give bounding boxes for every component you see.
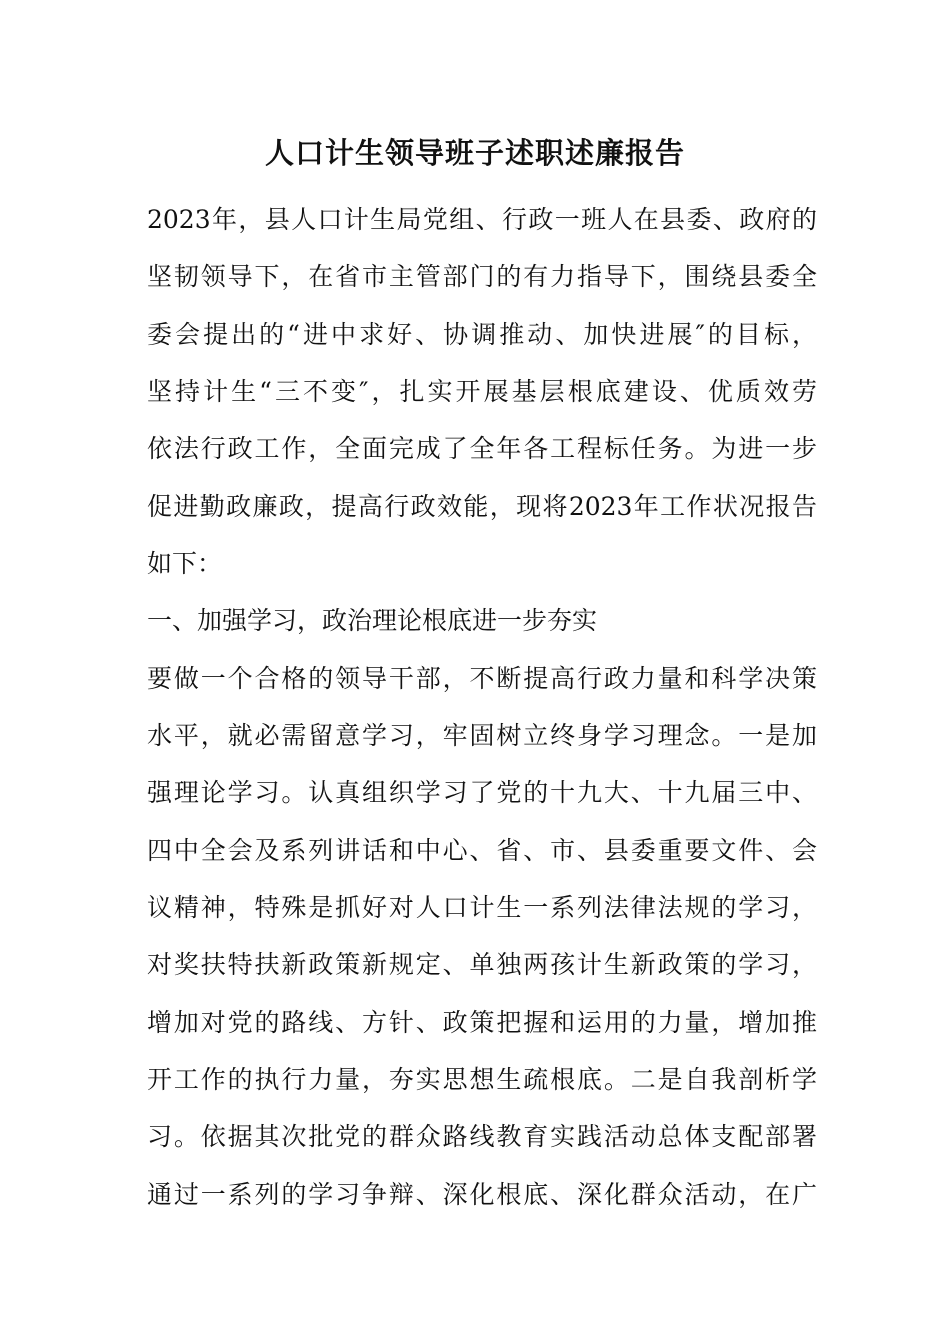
body-line: 委会提出的“进中求好、协调推动、加快进展″的目标， xyxy=(147,320,817,349)
body-line: 习。依据其次批党的群众路线教育实践活动总体支配部署 xyxy=(147,1122,817,1151)
body-line: 对奖扶特扶新政策新规定、单独两孩计生新政策的学习， xyxy=(147,950,817,979)
body-line: 2023年，县人口计生局党组、行政一班人在县委、政府的 xyxy=(147,205,817,234)
body-line: 坚持计生“三不变″，扎实开展基层根底建设、优质效劳 xyxy=(147,377,817,406)
body-line: 坚韧领导下，在省市主管部门的有力指导下，围绕县委全 xyxy=(147,262,817,291)
body-line: 如下： xyxy=(147,549,223,578)
body-line: 要做一个合格的领导干部，不断提高行政力量和科学决策 xyxy=(147,664,817,693)
body-line: 促进勤政廉政，提高行政效能，现将2023年工作状况报告 xyxy=(147,492,817,521)
section-heading: 一、加强学习，政治理论根底进一步夯实 xyxy=(147,606,598,635)
body-line: 强理论学习。认真组织学习了党的十九大、十九届三中、 xyxy=(147,778,817,807)
body-line: 依法行政工作，全面完成了全年各工程标任务。为进一步 xyxy=(147,434,817,463)
body-line: 开工作的执行力量，夯实思想生疏根底。二是自我剖析学 xyxy=(147,1065,817,1094)
body-line: 通过一系列的学习争辩、深化根底、深化群众活动，在广 xyxy=(147,1180,817,1209)
document-title: 人口计生领导班子述职述廉报告 xyxy=(264,136,685,170)
body-line: 水平，就必需留意学习，牢固树立终身学习理念。一是加 xyxy=(147,721,817,750)
body-line: 增加对党的路线、方针、政策把握和运用的力量，增加推 xyxy=(147,1008,817,1037)
body-line: 四中全会及系列讲话和中心、省、市、县委重要文件、会 xyxy=(147,836,817,865)
body-line: 议精神，特殊是抓好对人口计生一系列法律法规的学习， xyxy=(147,893,817,922)
